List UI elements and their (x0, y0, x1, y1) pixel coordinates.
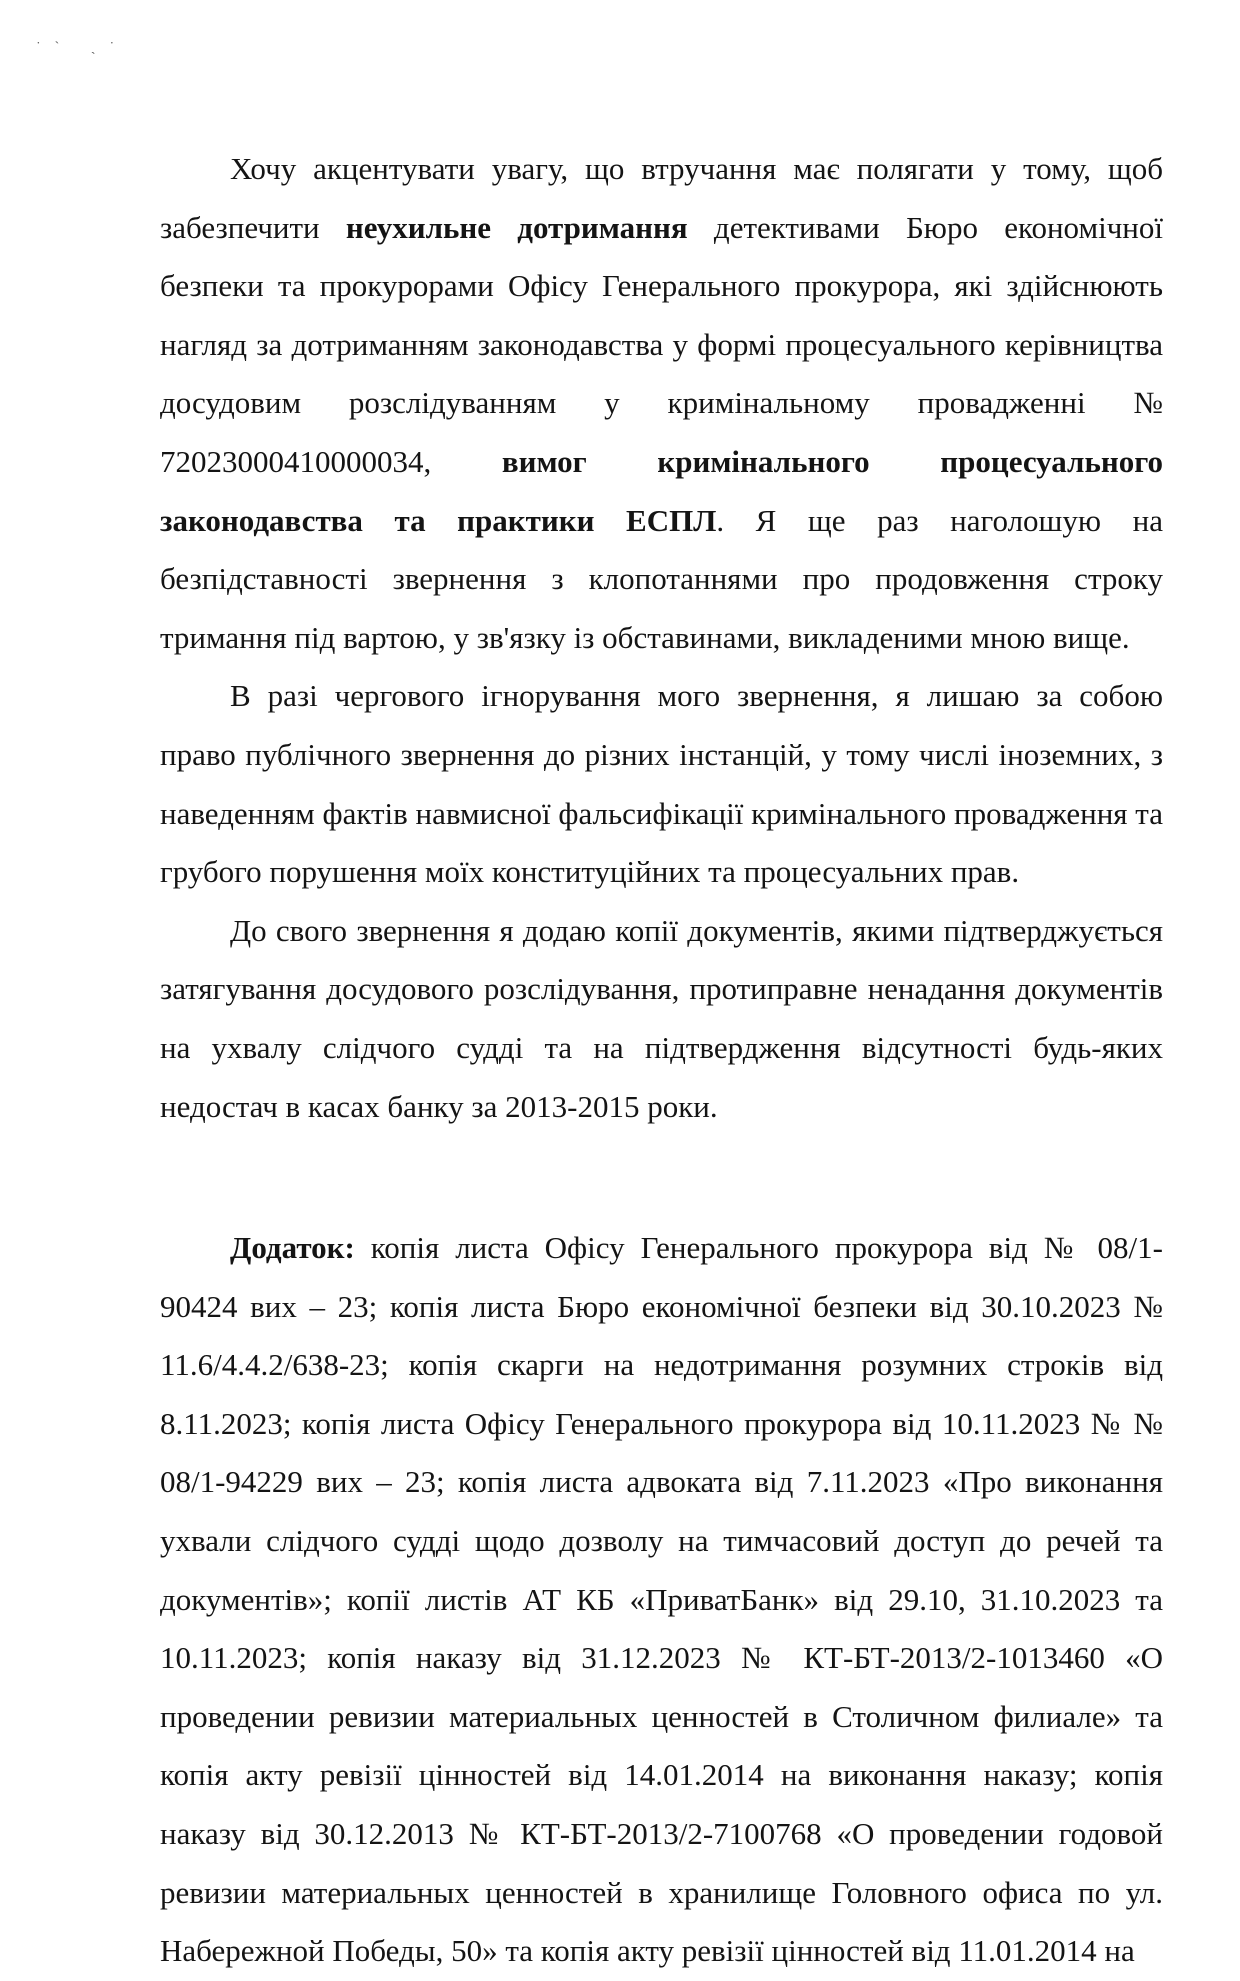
text-run: . Я ще раз наголошую на безпідставності звернення з клопотаннями про продовження строку тримання під вартою, у зв'язку із обставинами, викладеними мною вище. (160, 502, 1163, 655)
bold-text-run: неухильне дотримання (345, 209, 688, 245)
paragraph-attachments-intro (160, 902, 1163, 1136)
text-run: Хочу акцентувати увагу, що втручання має полягати у тому, щоб забезпечити (160, 151, 1163, 245)
text-run: В разі чергового ігнорування мого звернення, я лишаю за собою право публічного звернення до різних інстанцій, у тому числі іноземних, з наведенням фактів навмисної фальсифікації кримінального провадження та грубого порушення моїх конституційних та процесуальних прав. (160, 678, 1163, 890)
paragraph-appendix (160, 1219, 1163, 1981)
bold-text-run: вимог кримінального процесуального законодавства та практики ЕСПЛ (160, 443, 1163, 538)
text-run: детективами Бюро економічної безпеки та прокурорами Офісу Генерального прокурора, які здійснюють нагляд за дотриманням законодавства у формі процесуального керівництва досудовим розслідуванням у кримінальному провадженні № 72023000410000034, (160, 209, 1163, 479)
paragraph-intervention (160, 140, 1163, 667)
paragraph-public-appeal (160, 667, 1163, 901)
text-run: копія листа Офісу Генерального прокурора від № 08/1-90424 вих – 23; копія листа Бюро економічної безпеки від 30.10.2023 № 11.6/4.4.2/638-23; копія скарги на недотримання розумних строків від 8.11.2023; копія листа Офісу Генерального прокурора від 10.11.2023 № № 08/1-94229 вих – 23; копія листа адвоката від 7.11.2023 «Про виконання ухвали слідчого судді щодо дозволу на тимчасовий доступ до речей та документів»; копії листів АТ КБ «ПриватБанк» від 29.10, 31.10.2023 та 10.11.2023; копія наказу від 31.12.2023 № КТ-БТ-2013/2-1013460 «О проведении ревизии материальных ценностей в Столичном филиале» та копія акту ревізії цінностей від 14.01.2014 на виконання наказу; копія наказу від 30.12.2013 № КТ-БТ-2013/2-7100768 «О проведении годовой ревизии материальных ценностей в хранилище Головного офиса по ул. Набережной Победы, 50» та копія акту ревізії цінностей від 11.01.2014 на (160, 1230, 1163, 1969)
paragraph-gap (160, 1136, 1163, 1219)
text-run: До свого звернення я додаю копії документів, якими підтверджується затягування досудового розслідування, протиправне ненадання документів на ухвалу слідчого судді та на підтвердження відсутності будь-яких недостач в касах банку за 2013-2015 роки. (160, 912, 1163, 1124)
bold-text-run: Додаток: (230, 1230, 355, 1266)
document-body (160, 140, 1163, 1981)
scan-specks: ˙ˋ ˏ˙ (36, 40, 129, 55)
